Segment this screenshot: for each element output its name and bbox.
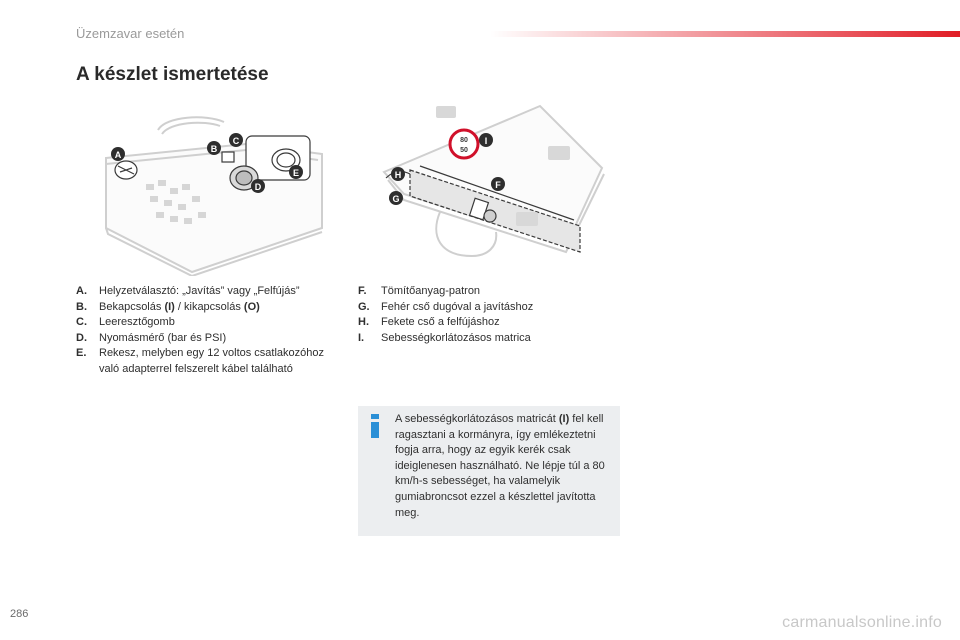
label-c: C	[232, 136, 240, 146]
legend-item-e: E. Rekesz, melyben egy 12 voltos csatlakozóhoz való adapterrel felszerelt kábel található	[76, 347, 325, 375]
header-section-title: Üzemzavar esetén	[76, 26, 185, 41]
label-e: E	[292, 168, 300, 178]
info-note-text: A sebességkorlátozásos matricát (I) fel kell ragasztani a kormányra, így emlékeztetni fogja arra, hogy az egyik kerék csak ideiglenesen használható. Ne lépje túl a 80 km/h-s sebességet, ha valamelyik gumiabroncsot ezzel a készlettel javította meg.	[395, 413, 605, 519]
legend-item-b: B. Bekapcsolás (I) / kikapcsolás (O)	[76, 300, 260, 313]
info-icon	[368, 414, 382, 438]
legend-item-c: C. Leeresztőgomb	[76, 316, 175, 329]
legend-item-i: I. Sebességkorlátozásos matrica	[358, 331, 531, 344]
page-number: 286	[10, 608, 29, 620]
label-f: F	[495, 180, 501, 190]
legend-item-f: F. Tömítőanyag-patron	[358, 285, 481, 297]
legend-item-h: H. Fekete cső a felfújáshoz	[358, 316, 500, 329]
legend-item-g: G. Fehér cső dugóval a javításhoz	[358, 300, 534, 313]
legend-item-d: D. Nyomásmérő (bar és PSI)	[76, 331, 227, 344]
label-g: G	[392, 194, 400, 204]
label-d: D	[254, 182, 262, 192]
label-b: B	[210, 144, 218, 154]
sticker-speed-bottom: 50	[460, 147, 468, 154]
label-a: A	[114, 150, 122, 160]
sticker-speed-top: 80	[460, 137, 468, 144]
label-i: I	[484, 136, 488, 146]
watermark: carmanualsonline.info	[782, 614, 942, 631]
compressor-kit-illustration	[96, 108, 328, 276]
sealant-cartridge-illustration	[380, 96, 608, 268]
legend-left	[76, 284, 338, 378]
legend-right	[358, 284, 598, 346]
page-title: A készlet ismertetése	[76, 64, 269, 85]
legend-item-a: A. Helyzetválasztó: „Javítás” vagy „Felfújás”	[76, 285, 300, 297]
label-h: H	[394, 170, 402, 180]
info-note-box	[358, 406, 620, 536]
header-accent-bar	[490, 31, 960, 37]
